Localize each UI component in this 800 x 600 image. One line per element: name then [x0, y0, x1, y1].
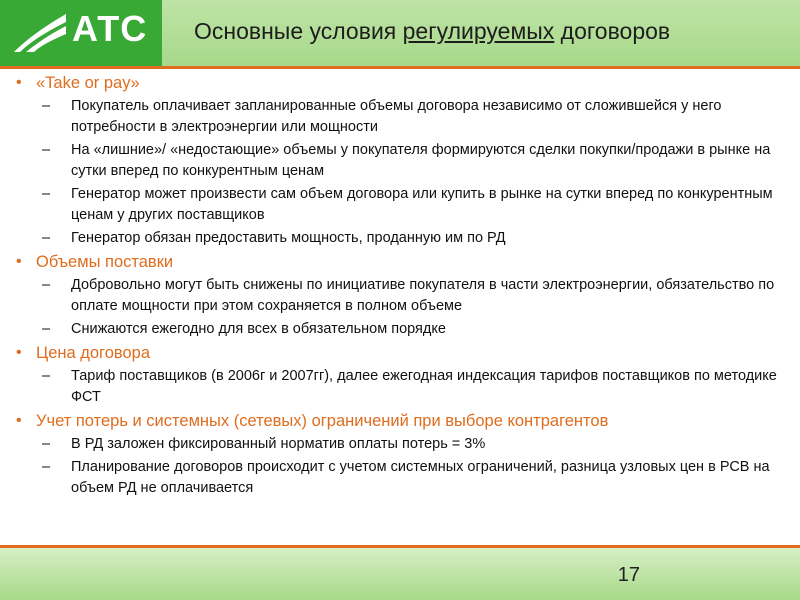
section-heading: • «Take or pay» — [16, 74, 140, 92]
list-item: – В РД заложен фиксированный норматив оплаты потерь = 3% — [14, 434, 794, 455]
list-item: – Генератор может произвести сам объем договора или купить в рынке на сутки вперед по конкурентным ценам у других поставщиков — [42, 186, 773, 223]
bullet-dot: • — [16, 344, 22, 361]
bullet-dot: • — [16, 412, 22, 429]
logo — [0, 0, 162, 66]
ats-logo-icon — [12, 12, 68, 54]
footer-band — [0, 548, 800, 600]
header-divider — [0, 66, 800, 69]
bullet-dot: • — [16, 74, 22, 91]
sub-bullet: – — [42, 277, 51, 293]
slide-title — [194, 18, 670, 45]
list-item: – Снижаются ежегодно для всех в обязательном порядке — [14, 319, 794, 340]
list-item: – Добровольно могут быть снижены по инициативе покупателя в части электроэнергии, обязательство по оплате мощности при этом сохраняется в полном объеме — [42, 277, 775, 314]
title-part-2: договоров — [554, 18, 671, 44]
section-heading: • Объемы поставки — [16, 253, 174, 271]
sub-bullet: – — [42, 368, 51, 384]
sub-bullet: – — [42, 186, 51, 202]
title-underlined: регулируемых — [402, 18, 555, 44]
page-number: 17 — [617, 564, 640, 586]
sub-bullet: – — [42, 459, 51, 475]
list-item: – На «лишние»/ «недостающие» объемы у покупателя формируются сделки покупки/продажи в рынке на сутки вперед по конкурентным ценам — [42, 142, 771, 179]
sub-bullet: – — [42, 436, 51, 452]
sub-bullet: – — [42, 142, 51, 158]
slide-content — [14, 72, 794, 499]
logo-text: АТС — [72, 8, 148, 49]
section-heading: • Учет потерь и системных (сетевых) ограничений при выборе контрагентов — [16, 412, 609, 430]
list-item: – Планирование договоров происходит с учетом системных ограничений, разница узловых цен в РСВ на объем РД не оплачивается — [42, 459, 770, 496]
header-band — [0, 0, 800, 66]
sub-bullet: – — [42, 321, 51, 337]
list-item: – Покупатель оплачивает запланированные объемы договора независимо от сложившейся у него потребности в электроэнергии или мощности — [42, 98, 722, 135]
list-item: – Тариф поставщиков (в 2006г и 2007гг), далее ежегодная индексация тарифов поставщиков по методике ФСТ — [42, 368, 777, 405]
title-part-1: Основные условия — [194, 18, 403, 44]
sub-bullet: – — [42, 98, 51, 114]
sub-bullet: – — [42, 230, 51, 246]
bullet-dot: • — [16, 253, 22, 270]
section-heading: • Цена договора — [16, 344, 151, 362]
list-item: – Генератор обязан предоставить мощность, проданную им по РД — [14, 228, 794, 249]
